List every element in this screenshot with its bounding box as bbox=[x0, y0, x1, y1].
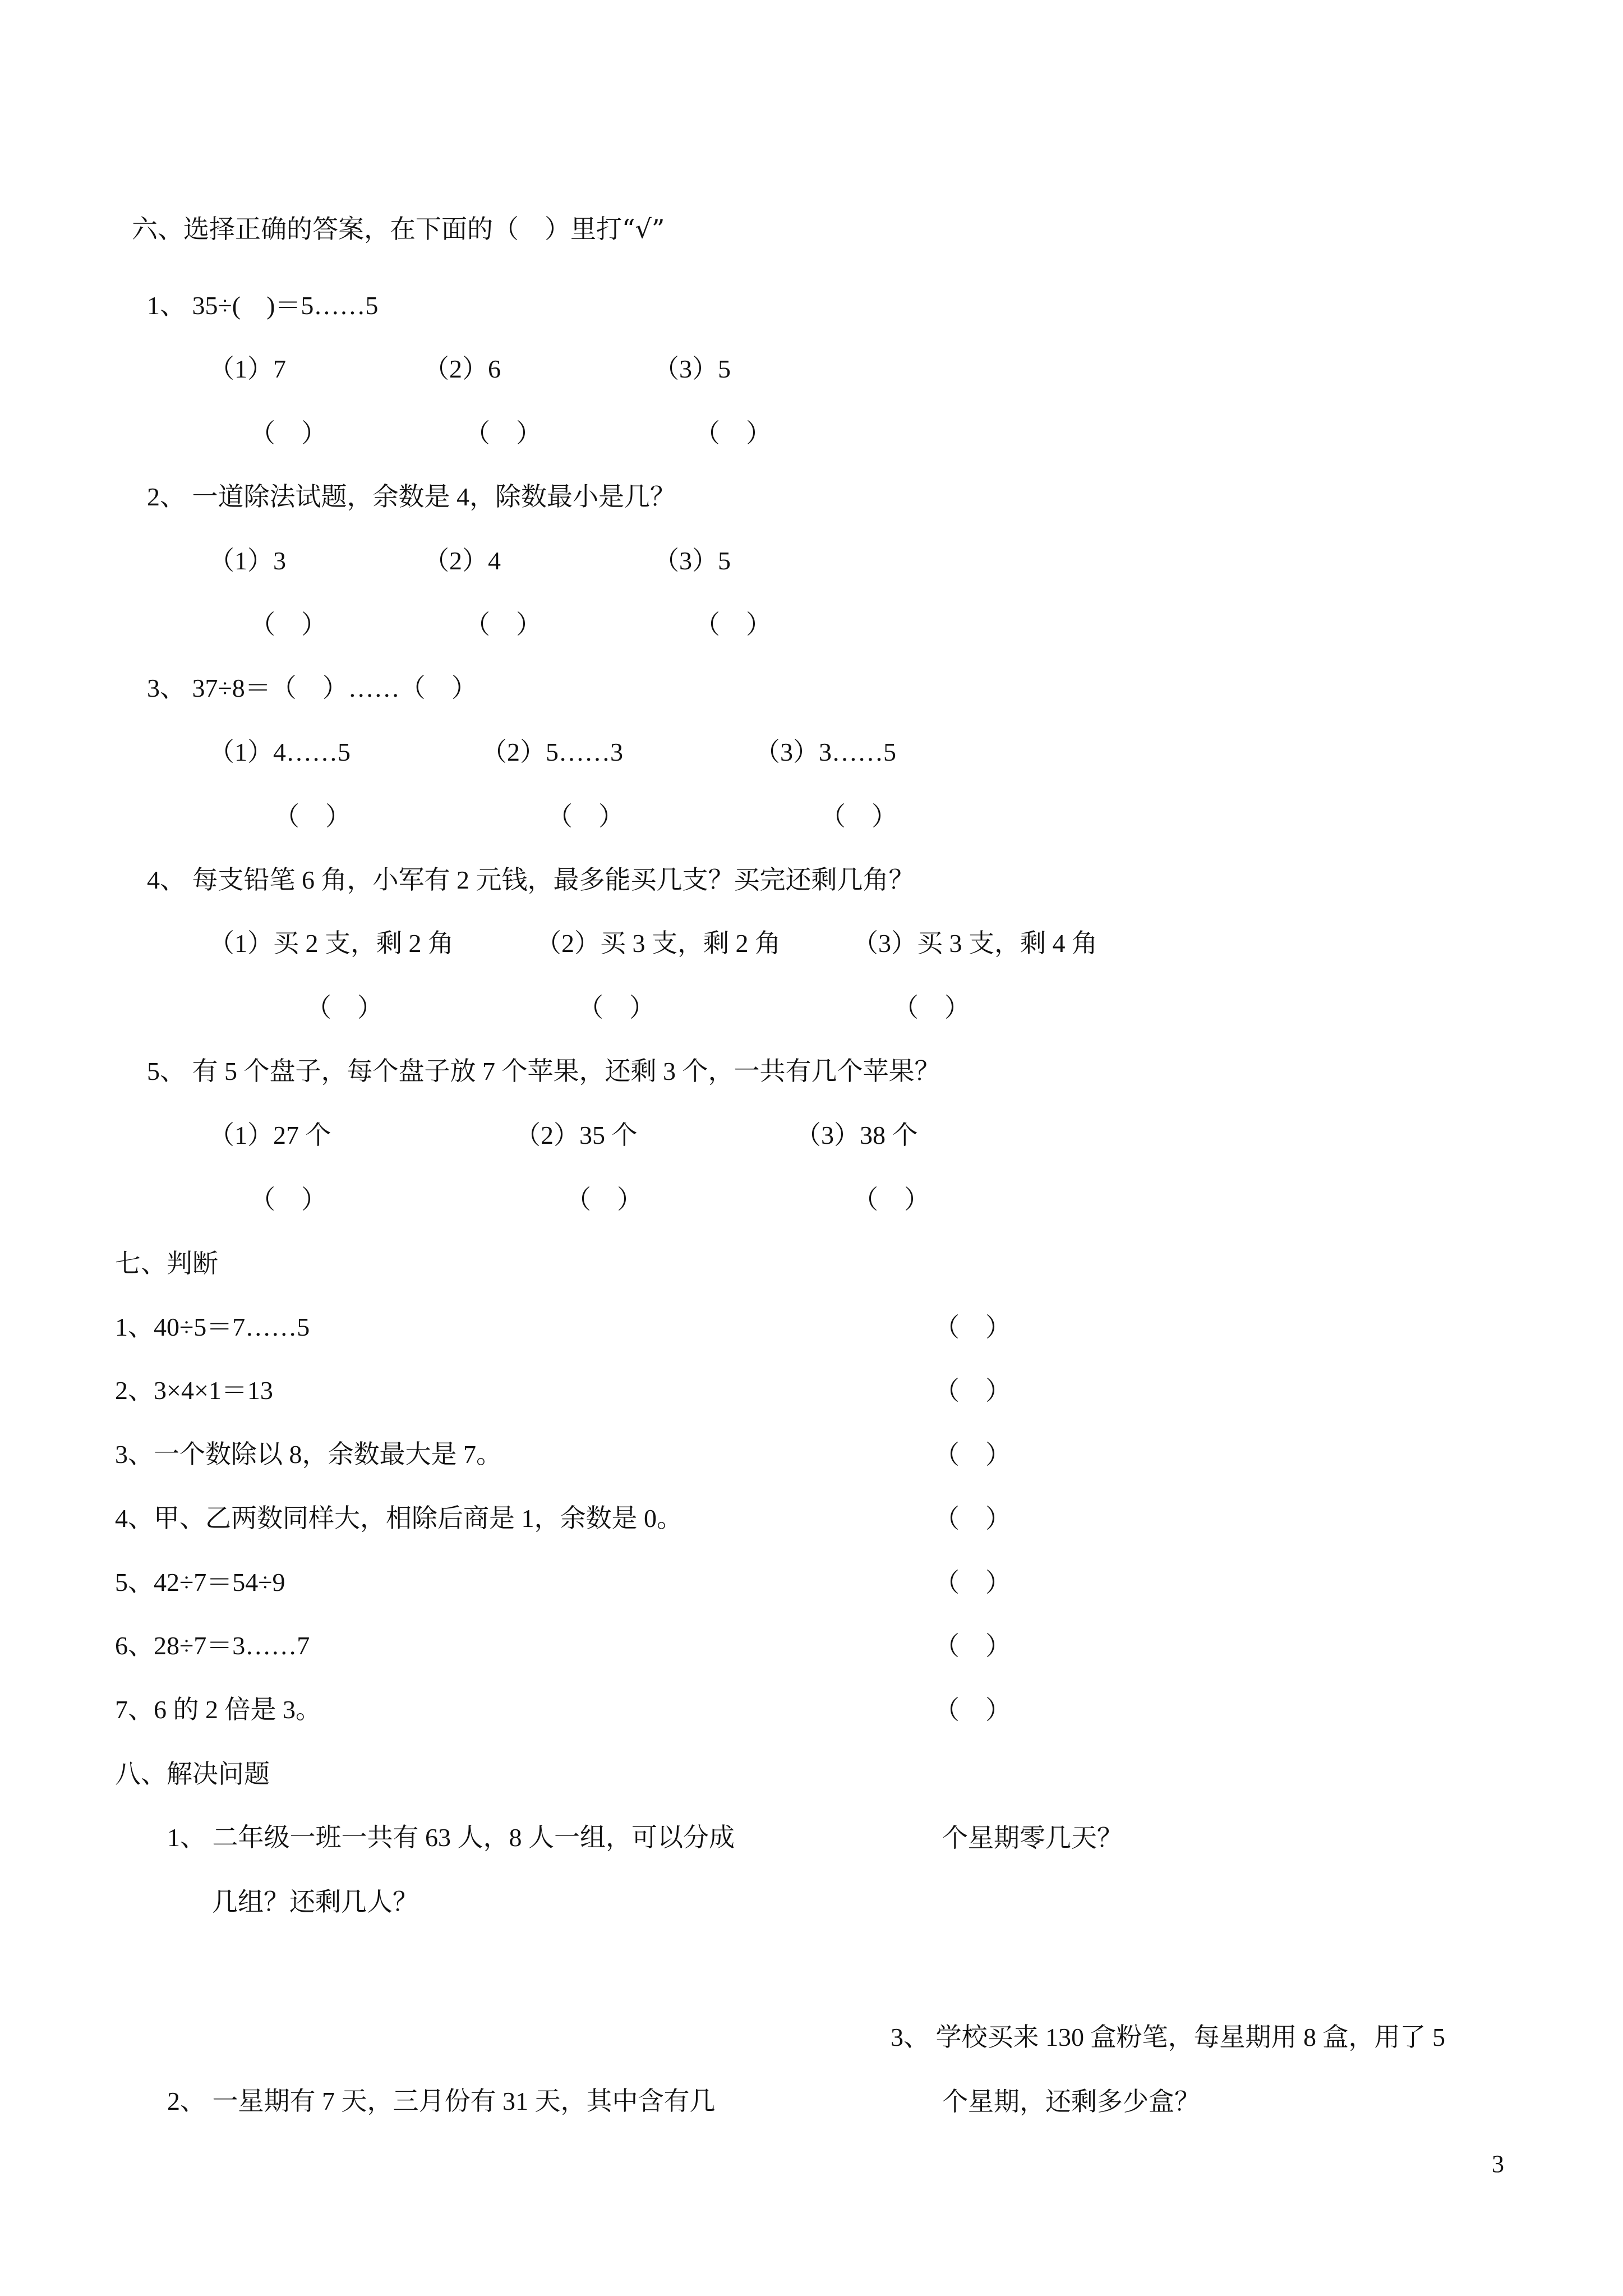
q2-blank-1[interactable]: （ ） bbox=[250, 609, 327, 639]
q4-blank-1[interactable]: （ ） bbox=[306, 992, 383, 1023]
page-number: 3 bbox=[1492, 2150, 1504, 2178]
q3-blank-3[interactable]: （ ） bbox=[820, 801, 897, 831]
section7-title: 七、判断 bbox=[115, 1248, 218, 1278]
q5-option-3: （3）38 个 bbox=[795, 1121, 918, 1149]
judge-blank-2[interactable]: （ ） bbox=[934, 1375, 1011, 1406]
problem-1-line-1: 1、 二年级一班一共有 63 人，8 人一组，可以分成 bbox=[167, 1823, 735, 1852]
q4-option-1: （1）买 2 支，剩 2 角 bbox=[209, 929, 454, 958]
problem-3-line-1: 3、 学校买来 130 盒粉笔，每星期用 8 盒，用了 5 bbox=[891, 2023, 1445, 2051]
problem-3-line-2: 个星期，还剩多少盒？ bbox=[942, 2086, 1200, 2116]
q2-stem: 2、 一道除法试题，余数是 4，除数最小是几？ bbox=[147, 482, 676, 511]
q2-option-2: （2）4 bbox=[423, 546, 501, 575]
q5-option-2: （2）35 个 bbox=[515, 1121, 638, 1149]
q5-stem: 5、 有 5 个盘子，每个盘子放 7 个苹果，还剩 3 个，一共有几个苹果？ bbox=[147, 1057, 940, 1085]
judge-item-1: 1、40÷5＝7……5 bbox=[115, 1313, 310, 1341]
judge-blank-3[interactable]: （ ） bbox=[934, 1439, 1011, 1470]
q4-blank-2[interactable]: （ ） bbox=[578, 992, 655, 1023]
q1-blank-2[interactable]: （ ） bbox=[464, 418, 542, 448]
q5-blank-3[interactable]: （ ） bbox=[852, 1184, 930, 1214]
section6-title: 六、选择正确的答案，在下面的（ ）里打“√” bbox=[132, 214, 665, 244]
q5-blank-1[interactable]: （ ） bbox=[250, 1184, 327, 1214]
q3-option-1: （1）4……5 bbox=[209, 738, 351, 766]
judge-blank-7[interactable]: （ ） bbox=[934, 1695, 1011, 1725]
judge-item-3: 3、一个数除以 8，余数最大是 7。 bbox=[115, 1440, 502, 1469]
q3-stem: 3、 37÷8＝（ ）……（ ） bbox=[147, 674, 477, 702]
judge-item-5: 5、42÷7＝54÷9 bbox=[115, 1568, 285, 1596]
q4-option-2: （2）买 3 支，剩 2 角 bbox=[536, 929, 781, 958]
q2-option-3: （3）5 bbox=[653, 546, 731, 575]
q1-blank-1[interactable]: （ ） bbox=[250, 418, 327, 448]
problem-1-line-2: 几组？还剩几人？ bbox=[212, 1887, 418, 1917]
judge-item-4: 4、甲、乙两数同样大，相除后商是 1，余数是 0。 bbox=[115, 1504, 683, 1533]
judge-blank-5[interactable]: （ ） bbox=[934, 1567, 1011, 1598]
q1-option-2: （2）6 bbox=[423, 355, 501, 383]
q3-option-3: （3）3……5 bbox=[754, 738, 896, 766]
q3-blank-1[interactable]: （ ） bbox=[274, 801, 351, 831]
q1-blank-3[interactable]: （ ） bbox=[694, 418, 772, 448]
section8-title: 八、解决问题 bbox=[115, 1759, 270, 1789]
q4-stem: 4、 每支铅笔 6 角，小军有 2 元钱，最多能买几支？买完还剩几角？ bbox=[147, 866, 915, 894]
q4-blank-3[interactable]: （ ） bbox=[893, 992, 970, 1023]
q4-option-3: （3）买 3 支，剩 4 角 bbox=[852, 929, 1098, 958]
q2-blank-2[interactable]: （ ） bbox=[464, 609, 542, 639]
q5-option-1: （1）27 个 bbox=[209, 1121, 331, 1149]
judge-item-2: 2、3×4×1＝13 bbox=[115, 1376, 273, 1405]
q2-option-1: （1）3 bbox=[209, 546, 286, 575]
q3-option-2: （2）5……3 bbox=[481, 738, 623, 766]
q1-option-3: （3）5 bbox=[653, 355, 731, 383]
judge-item-7: 7、6 的 2 倍是 3。 bbox=[115, 1695, 321, 1724]
q1-option-1: （1）7 bbox=[209, 355, 286, 383]
q3-blank-2[interactable]: （ ） bbox=[547, 801, 624, 831]
problem-2-line-1: 2、 一星期有 7 天，三月份有 31 天，其中含有几 bbox=[167, 2087, 716, 2115]
judge-blank-1[interactable]: （ ） bbox=[934, 1312, 1011, 1342]
q5-blank-2[interactable]: （ ） bbox=[565, 1184, 643, 1214]
judge-item-6: 6、28÷7＝3……7 bbox=[115, 1631, 310, 1660]
q2-blank-3[interactable]: （ ） bbox=[694, 609, 772, 639]
q1-stem: 1、 35÷( )＝5……5 bbox=[147, 291, 379, 320]
judge-blank-4[interactable]: （ ） bbox=[934, 1503, 1011, 1534]
judge-blank-6[interactable]: （ ） bbox=[934, 1631, 1011, 1661]
problem-2-continuation: 个星期零几天？ bbox=[942, 1823, 1123, 1853]
